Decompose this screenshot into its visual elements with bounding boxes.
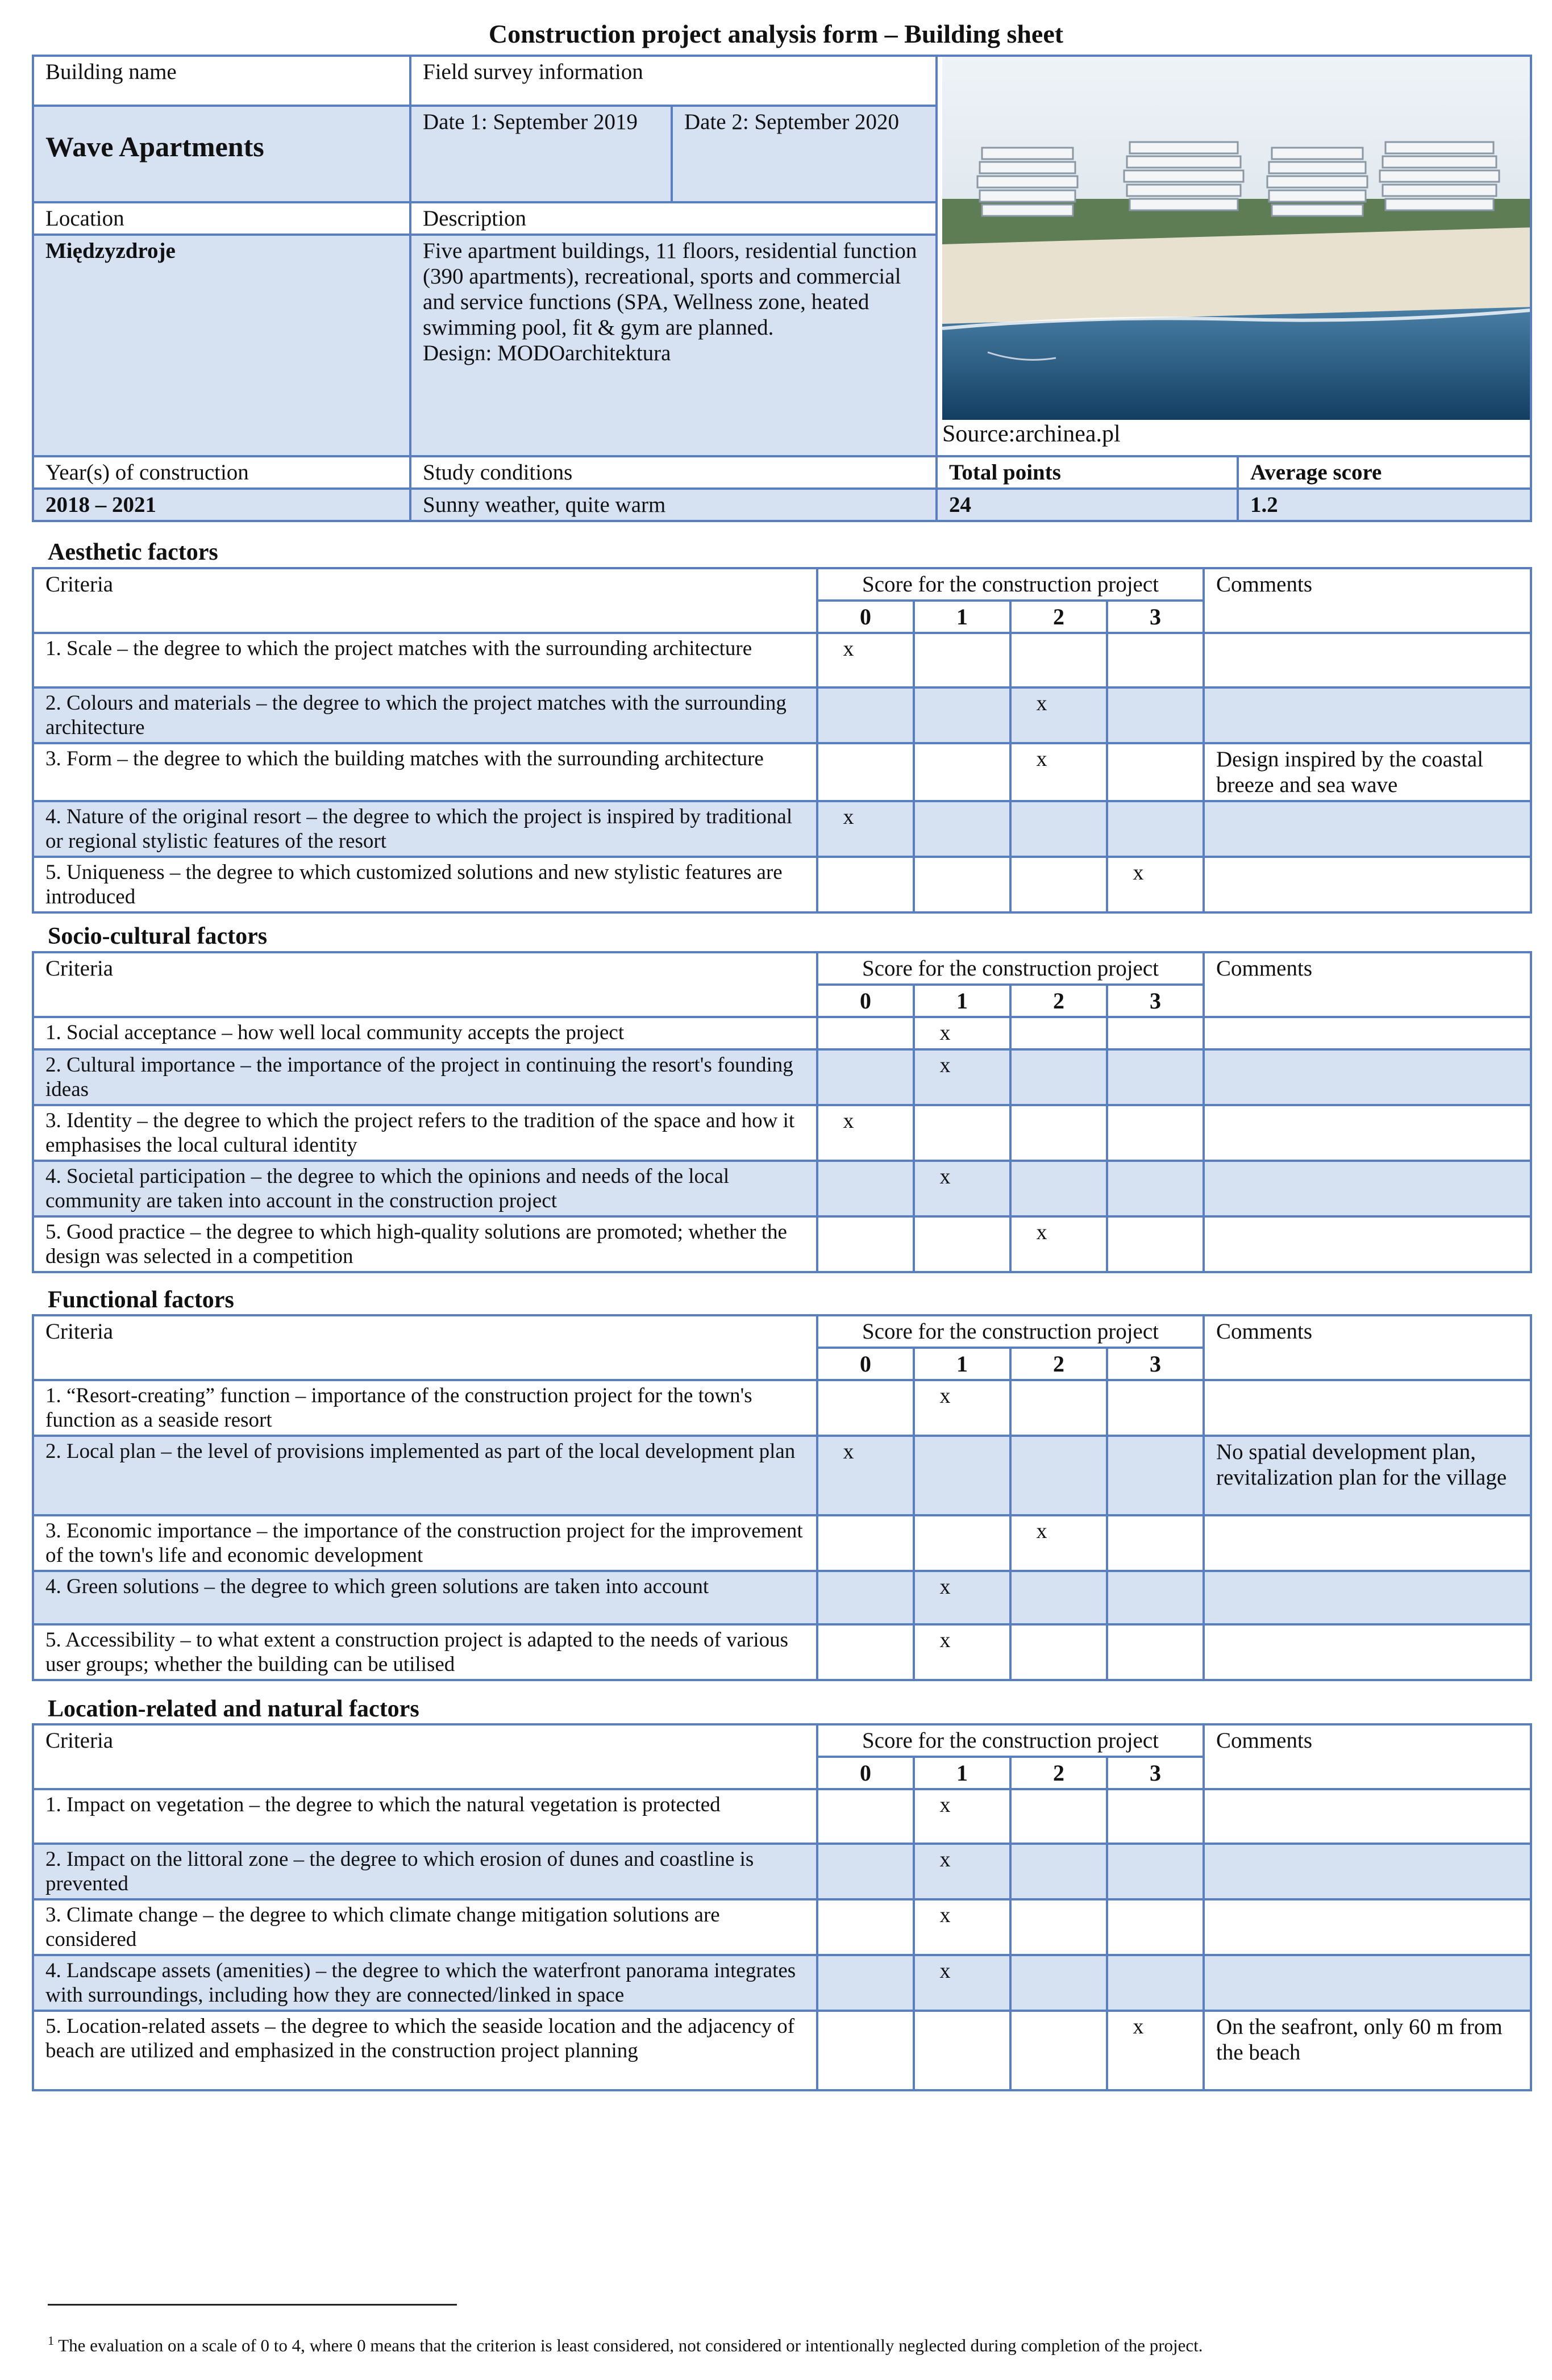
average-score-label: Average score (1238, 456, 1531, 489)
score-cell-3 (1107, 1105, 1204, 1161)
score-cell-1 (914, 1789, 1010, 1844)
score-header: Score for the construction project (817, 1315, 1204, 1348)
comment-text (1204, 1899, 1531, 1955)
table-row (33, 1105, 1531, 1161)
photo-source: Source:archinea.pl (938, 420, 1530, 448)
footnote-number: 1 (48, 2333, 54, 2348)
score-mark: x (843, 637, 854, 661)
score-cell-3 (1107, 687, 1204, 743)
score-cell-2 (1010, 1105, 1107, 1161)
criterion-text: 2. Colours and materials – the degree to which the project matches with the surrounding architecture (33, 687, 817, 743)
score-cell-3 (1107, 1161, 1204, 1216)
comment-text (1204, 1216, 1531, 1272)
comments-header: Comments (1204, 952, 1531, 1017)
table-row (33, 1571, 1531, 1624)
score-column-1: 1 (914, 601, 1010, 633)
score-mark: x (939, 1793, 951, 1817)
table-row (33, 1515, 1531, 1571)
score-cell-1 (914, 1844, 1010, 1899)
comment-text (1204, 857, 1531, 912)
score-cell-0 (817, 1049, 914, 1105)
score-header: Score for the construction project (817, 568, 1204, 601)
score-column-3: 3 (1107, 1348, 1204, 1380)
score-cell-3 (1107, 1571, 1204, 1624)
building-photo (942, 57, 1531, 420)
criterion-text: 4. Landscape assets (amenities) – the degree to which the waterfront panorama integrates with surroundings, including how they are connected/linked in space (33, 1955, 817, 2011)
score-cell-2 (1010, 1436, 1107, 1515)
criterion-text: 4. Nature of the original resort – the degree to which the project is inspired by traditional or regional stylistic features of the resort (33, 801, 817, 857)
comment-text: Design inspired by the coastal breeze and sea wave (1204, 743, 1531, 801)
socio-cultural-factors-table (32, 951, 1532, 1273)
score-cell-2 (1010, 633, 1107, 687)
criterion-text: 2. Cultural importance – the importance of the project in continuing the resort's founding ideas (33, 1049, 817, 1105)
score-cell-1 (914, 1899, 1010, 1955)
score-header: Score for the construction project (817, 1724, 1204, 1757)
footnote-divider (48, 2304, 457, 2306)
building-info-table (32, 55, 1532, 522)
section-title-functional: Functional factors (48, 1287, 234, 1313)
score-column-1: 1 (914, 1348, 1010, 1380)
score-cell-1 (914, 1571, 1010, 1624)
score-cell-2 (1010, 743, 1107, 801)
survey-date-1: Date 1: September 2019 (410, 106, 672, 202)
comment-text (1204, 1105, 1531, 1161)
criterion-text: 2. Impact on the littoral zone – the degree to which erosion of dunes and coastline is prevented (33, 1844, 817, 1899)
criterion-text: 4. Societal participation – the degree to which the opinions and needs of the local community are taken into account in the construction project (33, 1161, 817, 1216)
comment-text (1204, 1955, 1531, 2011)
score-cell-2 (1010, 687, 1107, 743)
comment-text (1204, 1789, 1531, 1844)
score-cell-1 (914, 1515, 1010, 1571)
score-cell-3 (1107, 1049, 1204, 1105)
score-cell-3 (1107, 1380, 1204, 1436)
criteria-header: Criteria (33, 568, 817, 633)
score-cell-0 (817, 1571, 914, 1624)
table-row (33, 1436, 1531, 1515)
score-mark: x (939, 1575, 951, 1599)
score-cell-3 (1107, 1216, 1204, 1272)
score-cell-3 (1107, 1017, 1204, 1049)
total-points-value: 24 (937, 489, 1238, 521)
score-cell-0 (817, 1017, 914, 1049)
score-column-3: 3 (1107, 601, 1204, 633)
score-column-0: 0 (817, 1348, 914, 1380)
score-mark: x (843, 1440, 854, 1464)
comment-text: On the seafront, only 60 m from the beach (1204, 2011, 1531, 2090)
score-mark: x (939, 1053, 951, 1077)
score-cell-0 (817, 1624, 914, 1680)
score-mark: x (1036, 691, 1047, 715)
score-cell-0 (817, 1899, 914, 1955)
location-label: Location (33, 202, 410, 235)
score-mark: x (939, 1903, 951, 1927)
score-column-0: 0 (817, 1757, 914, 1789)
score-cell-2 (1010, 801, 1107, 857)
score-column-2: 2 (1010, 1348, 1107, 1380)
field-survey-label: Field survey information (410, 56, 937, 106)
score-cell-0 (817, 1380, 914, 1436)
score-cell-2 (1010, 1789, 1107, 1844)
criterion-text: 3. Climate change – the degree to which climate change mitigation solutions are considered (33, 1899, 817, 1955)
score-cell-0 (817, 857, 914, 912)
score-cell-0 (817, 1216, 914, 1272)
section-title-location: Location-related and natural factors (48, 1696, 419, 1722)
location-natural-factors-table (32, 1723, 1532, 2091)
score-cell-3 (1107, 743, 1204, 801)
table-row (33, 1049, 1531, 1105)
criterion-text: 1. Impact on vegetation – the degree to which the natural vegetation is protected (33, 1789, 817, 1844)
score-column-2: 2 (1010, 1757, 1107, 1789)
table-row (33, 1624, 1531, 1680)
score-cell-0 (817, 1161, 914, 1216)
score-mark: x (1036, 1519, 1047, 1543)
footnote (48, 2329, 1203, 2357)
score-cell-0 (817, 1515, 914, 1571)
score-cell-1 (914, 1380, 1010, 1436)
score-cell-3 (1107, 2011, 1204, 2090)
table-row (33, 1844, 1531, 1899)
score-column-0: 0 (817, 601, 914, 633)
comment-text (1204, 1161, 1531, 1216)
table-row (33, 1955, 1531, 2011)
comment-text (1204, 1049, 1531, 1105)
score-cell-0 (817, 687, 914, 743)
years-value: 2018 – 2021 (33, 489, 410, 521)
aesthetic-factors-table (32, 567, 1532, 914)
comments-header: Comments (1204, 1724, 1531, 1789)
section-title-socio-cultural: Socio-cultural factors (48, 923, 268, 949)
section-title-aesthetic: Aesthetic factors (48, 539, 218, 565)
description-label: Description (410, 202, 937, 235)
criterion-text: 2. Local plan – the level of provisions implemented as part of the local development plan (33, 1436, 817, 1515)
score-cell-2 (1010, 1571, 1107, 1624)
score-column-1: 1 (914, 985, 1010, 1017)
table-row (33, 1216, 1531, 1272)
score-cell-1 (914, 633, 1010, 687)
score-mark: x (939, 1848, 951, 1872)
table-row (33, 857, 1531, 912)
score-cell-2 (1010, 1380, 1107, 1436)
score-cell-1 (914, 2011, 1010, 2090)
score-column-3: 3 (1107, 1757, 1204, 1789)
score-cell-0 (817, 633, 914, 687)
design-credit: Design: MODOarchitektura (423, 341, 671, 365)
criterion-text: 5. Accessibility – to what extent a construction project is adapted to the needs of various user groups; whether the building can be utilised (33, 1624, 817, 1680)
score-cell-1 (914, 1624, 1010, 1680)
comment-text (1204, 1624, 1531, 1680)
criterion-text: 1. “Resort-creating” function – importance of the construction project for the town's function as a seaside resort (33, 1380, 817, 1436)
score-cell-3 (1107, 1624, 1204, 1680)
building-name-label: Building name (33, 56, 410, 106)
building-photo-cell (937, 56, 1531, 456)
criterion-text: 3. Economic importance – the importance of the construction project for the improvement of the town's life and economic development (33, 1515, 817, 1571)
score-mark: x (1036, 1220, 1047, 1244)
score-cell-0 (817, 1844, 914, 1899)
location-value: Międzyzdroje (33, 235, 410, 456)
comments-header: Comments (1204, 1315, 1531, 1380)
description-text: Five apartment buildings, 11 floors, residential function (390 apartments), recreational, sports and commercial and service functions (SPA, Wellness zone, heated swimming pool, fit & gym are planned. (423, 239, 917, 340)
score-cell-2 (1010, 1049, 1107, 1105)
score-cell-0 (817, 1436, 914, 1515)
score-cell-2 (1010, 1955, 1107, 2011)
score-cell-1 (914, 687, 1010, 743)
score-column-1: 1 (914, 1757, 1010, 1789)
score-mark: x (1133, 861, 1144, 885)
score-cell-1 (914, 1105, 1010, 1161)
score-cell-1 (914, 801, 1010, 857)
criteria-header: Criteria (33, 1724, 817, 1789)
score-cell-3 (1107, 801, 1204, 857)
functional-factors-table (32, 1314, 1532, 1681)
score-cell-3 (1107, 1789, 1204, 1844)
score-cell-2 (1010, 1216, 1107, 1272)
score-cell-1 (914, 1161, 1010, 1216)
score-column-0: 0 (817, 985, 914, 1017)
criterion-text: 3. Form – the degree to which the building matches with the surrounding architecture (33, 743, 817, 801)
score-cell-1 (914, 743, 1010, 801)
table-row (33, 633, 1531, 687)
criterion-text: 4. Green solutions – the degree to which green solutions are taken into account (33, 1571, 817, 1624)
score-cell-1 (914, 1216, 1010, 1272)
comment-text (1204, 633, 1531, 687)
comment-text (1204, 687, 1531, 743)
table-row (33, 1899, 1531, 1955)
table-row (33, 743, 1531, 801)
total-points-label: Total points (937, 456, 1238, 489)
table-row (33, 687, 1531, 743)
criterion-text: 5. Location-related assets – the degree to which the seaside location and the adjacency of beach are utilized and emphasized in the construction project planning (33, 2011, 817, 2090)
survey-date-2: Date 2: September 2020 (672, 106, 937, 202)
table-row (33, 801, 1531, 857)
comment-text: No spatial development plan, revitalization plan for the village (1204, 1436, 1531, 1515)
score-cell-1 (914, 857, 1010, 912)
score-mark: x (1036, 747, 1047, 771)
score-mark: x (939, 1384, 951, 1408)
criterion-text: 5. Uniqueness – the degree to which customized solutions and new stylistic features are introduced (33, 857, 817, 912)
score-cell-0 (817, 1955, 914, 2011)
score-cell-3 (1107, 1899, 1204, 1955)
footnote-text: The evaluation on a scale of 0 to 4, where 0 means that the criterion is least considered, not considered or intentionally neglected during completion of the project. (58, 2335, 1203, 2356)
score-cell-2 (1010, 2011, 1107, 2090)
comment-text (1204, 801, 1531, 857)
score-column-2: 2 (1010, 985, 1107, 1017)
table-row (33, 1161, 1531, 1216)
criterion-text: 5. Good practice – the degree to which high-quality solutions are promoted; whether the design was selected in a competition (33, 1216, 817, 1272)
score-cell-3 (1107, 633, 1204, 687)
table-row (33, 1380, 1531, 1436)
score-cell-3 (1107, 1844, 1204, 1899)
average-score-value: 1.2 (1238, 489, 1531, 521)
score-column-2: 2 (1010, 601, 1107, 633)
score-mark: x (939, 1959, 951, 1983)
score-mark: x (939, 1021, 951, 1045)
page-title: Construction project analysis form – Building sheet (488, 19, 1064, 48)
score-cell-1 (914, 1049, 1010, 1105)
table-row (33, 1789, 1531, 1844)
comment-text (1204, 1571, 1531, 1624)
comment-text (1204, 1380, 1531, 1436)
criterion-text: 3. Identity – the degree to which the project refers to the tradition of the space and how it emphasises the local cultural identity (33, 1105, 817, 1161)
table-row (33, 1017, 1531, 1049)
score-header: Score for the construction project (817, 952, 1204, 985)
score-cell-3 (1107, 1436, 1204, 1515)
score-cell-0 (817, 743, 914, 801)
study-conditions-value: Sunny weather, quite warm (410, 489, 937, 521)
score-cell-1 (914, 1017, 1010, 1049)
score-cell-2 (1010, 1161, 1107, 1216)
comment-text (1204, 1844, 1531, 1899)
building-name: Wave Apartments (33, 106, 410, 202)
score-mark: x (939, 1628, 951, 1652)
score-cell-3 (1107, 1955, 1204, 2011)
score-cell-2 (1010, 1899, 1107, 1955)
criterion-text: 1. Social acceptance – how well local community accepts the project (33, 1017, 817, 1049)
comment-text (1204, 1515, 1531, 1571)
score-cell-0 (817, 1789, 914, 1844)
score-cell-1 (914, 1436, 1010, 1515)
score-cell-3 (1107, 1515, 1204, 1571)
score-column-3: 3 (1107, 985, 1204, 1017)
comments-header: Comments (1204, 568, 1531, 633)
study-conditions-label: Study conditions (410, 456, 937, 489)
score-cell-2 (1010, 1624, 1107, 1680)
score-cell-0 (817, 2011, 914, 2090)
score-cell-2 (1010, 1844, 1107, 1899)
criteria-header: Criteria (33, 952, 817, 1017)
score-cell-0 (817, 1105, 914, 1161)
score-mark: x (843, 805, 854, 829)
criteria-header: Criteria (33, 1315, 817, 1380)
table-row (33, 2011, 1531, 2090)
score-cell-2 (1010, 1017, 1107, 1049)
comment-text (1204, 1017, 1531, 1049)
description-value (410, 235, 937, 456)
criterion-text: 1. Scale – the degree to which the project matches with the surrounding architecture (33, 633, 817, 687)
score-mark: x (939, 1165, 951, 1189)
score-mark: x (1133, 2015, 1144, 2039)
score-cell-2 (1010, 1515, 1107, 1571)
score-cell-1 (914, 1955, 1010, 2011)
years-label: Year(s) of construction (33, 456, 410, 489)
score-cell-2 (1010, 857, 1107, 912)
score-cell-3 (1107, 857, 1204, 912)
score-cell-0 (817, 801, 914, 857)
score-mark: x (843, 1109, 854, 1133)
